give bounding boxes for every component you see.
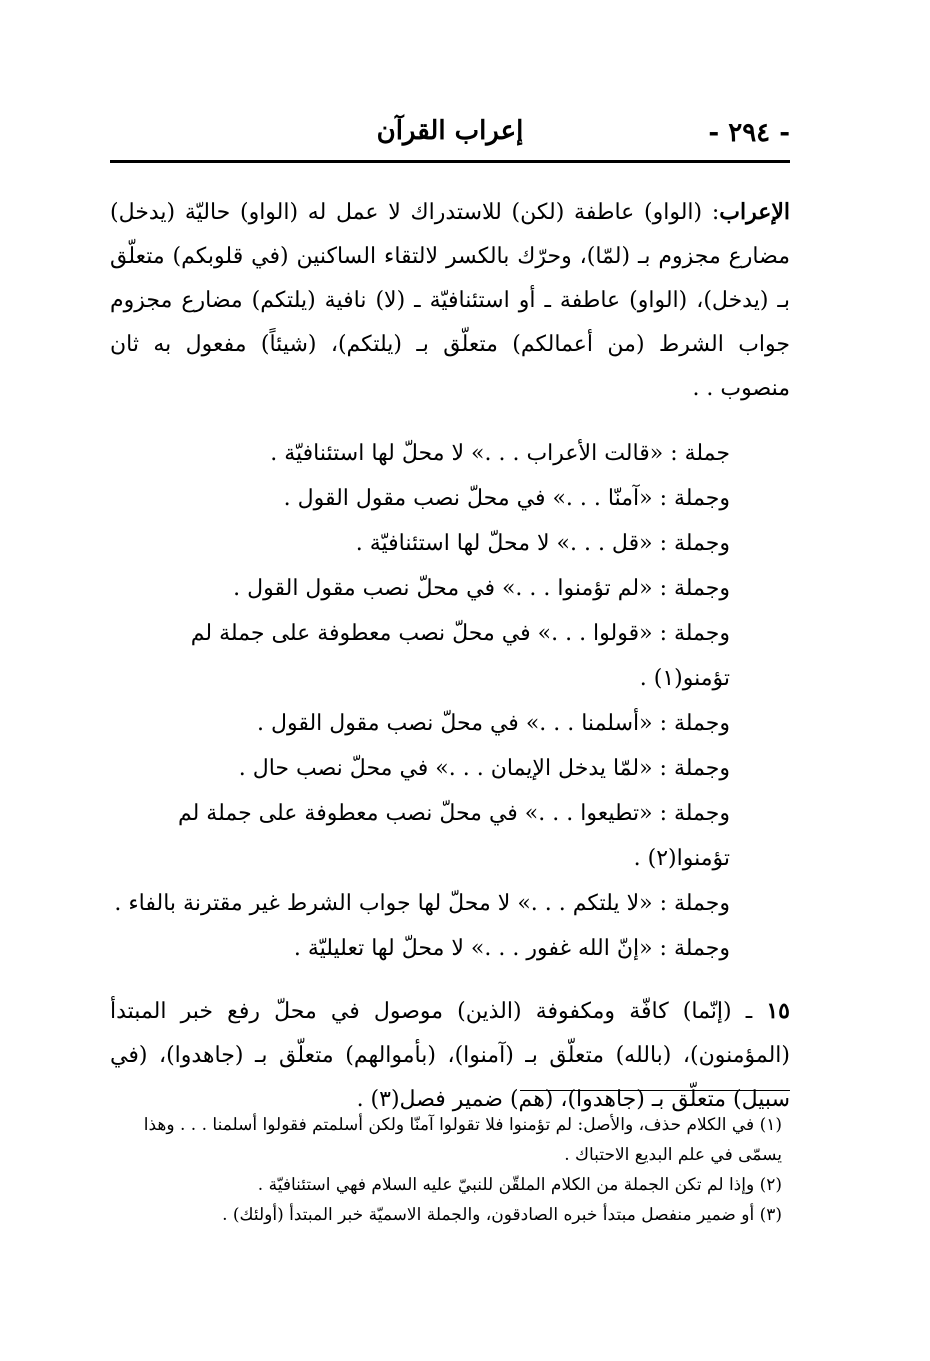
sentence-item: وجملة : «آمنّا . . .» في محلّ نصب مقول القول . [283,486,730,511]
page-header [110,100,790,158]
sentence-item: وجملة : «لمّا يدخل الإيمان . . .» في محلّ نصب حال . [238,756,730,781]
verse-15-text: ـ (إنّما) كافّة ومكفوفة (الذين) موصول في محلّ رفع خبر المبتدأ (المؤمنون)، (بالله) متعلّق بـ (آمنوا)، (بأموالهم) متعلّق بـ (جاهدوا)، (في سبيل) متعلّق بـ (جاهدوا)، (هم) ضمير فصل(٣) . [110,999,790,1112]
sentence-item: وجملة : «تطيعوا . . .» في محلّ نصب معطوفة على جملة لم تؤمنوا(٢) . [177,801,730,871]
irab-paragraph [110,190,790,411]
footnotes [110,1110,790,1230]
footnote-rule [520,1090,790,1091]
sentence-item: وجملة : «قل . . .» لا محلّ لها استئنافيّة . [355,531,730,556]
sentence-item: وجملة : «لا يلتكم . . .» لا محلّ لها جواب الشرط غير مقترنة بالفاء . [114,891,730,916]
book-page [110,100,790,1225]
sentence-item: وجملة : «لم تؤمنوا . . .» في محلّ نصب مقول القول . [233,576,730,601]
verse-number: ١٥ [766,998,790,1024]
sentence-item: جملة : «قالت الأعراب . . .» لا محلّ لها استئنافيّة . [270,441,730,466]
sentence-item: وجملة : «إنّ الله غفور . . .» لا محلّ لها تعليليّة . [293,936,730,961]
sentence-item: وجملة : «أسلمنا . . .» في محلّ نصب مقول القول . [257,711,730,736]
footnote: (١) في الكلام حذف، والأصل: لم تؤمنوا فلا تقولوا آمنّا ولكن أسلمتم فقولوا أسلمنا . . . وهذا يسمّى في علم البديع الاحتباك . [143,1115,782,1165]
sentence-item: وجملة : «قولوا . . .» في محلّ نصب معطوفة على جملة لم تؤمنو(١) . [190,621,730,691]
footnote: (٢) وإذا لم تكن الجملة من الكلام الملقّن للنبيّ عليه السلام فهي استئنافيّة . [257,1175,782,1195]
irab-label: الإعراب [719,199,790,225]
running-title: إعراب القرآن [376,116,524,146]
sentence-list [110,431,730,971]
verse-15-paragraph [110,989,790,1122]
page-body [110,190,790,1122]
header-rule [110,160,790,163]
footnote: (٣) أو ضمير منفصل مبتدأ خبره الصادقون، والجملة الاسميّة خبر المبتدأ (أولئك) . [222,1205,782,1225]
page-number: - ٢٩٤ - [708,118,790,148]
irab-text: : (الواو) عاطفة (لكن) للاستدراك لا عمل له (الواو) حاليّة (يدخل) مضارع مجزوم بـ (لمّا)، وحرّك بالكسر لالتقاء الساكنين (في قلوبكم) متعلّق بـ (يدخل)، (الواو) عاطفة ـ أو استئنافيّة ـ (لا) نافية (يلتكم) مضارع مجزوم جواب الشرط (من أعمالكم) متعلّق بـ (يلتكم)، (شيئاً) مفعول به ثان منصوب . . [110,200,790,401]
